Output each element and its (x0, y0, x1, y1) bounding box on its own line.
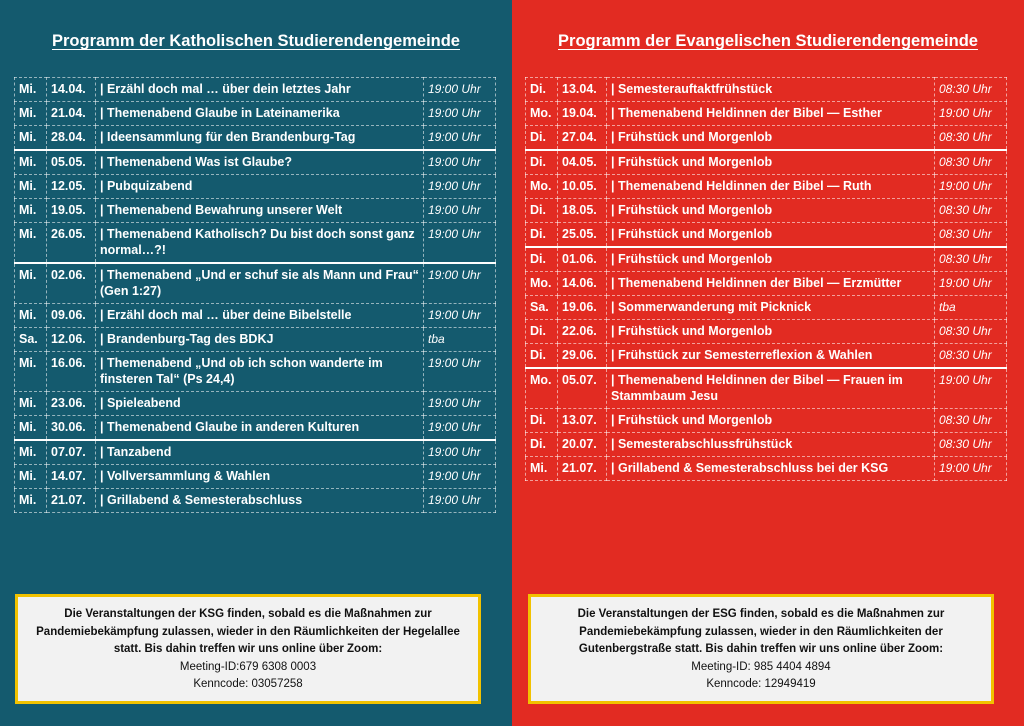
weekday-cell: Di. (526, 223, 558, 248)
time-cell: 19:00 Uhr (935, 175, 1007, 199)
schedule-row (15, 416, 496, 441)
event-title-cell: | Frühstück und Morgenlob (607, 223, 935, 248)
date-cell: 22.06. (558, 320, 607, 344)
schedule-row (15, 489, 496, 513)
date-cell: 19.05. (47, 199, 96, 223)
time-cell: 19:00 Uhr (424, 352, 496, 392)
time-cell: 19:00 Uhr (424, 392, 496, 416)
date-cell: 05.05. (47, 150, 96, 175)
time-cell: 19:00 Uhr (424, 126, 496, 151)
time-cell: 19:00 Uhr (424, 465, 496, 489)
time-cell: 19:00 Uhr (935, 102, 1007, 126)
weekday-cell: Mi. (15, 199, 47, 223)
schedule-row (526, 409, 1007, 433)
schedule-row (15, 223, 496, 264)
date-cell: 04.05. (558, 150, 607, 175)
ksg-info-text: Die Veranstaltungen der KSG finden, sobald es die Maßnahmen zur Pandemiebekämpfung zulassen, wieder in den Räumlichkeiten der Hegelallee statt. Bis dahin treffen wir uns online über Zoom: (36, 608, 460, 655)
schedule-row (15, 199, 496, 223)
time-cell: 19:00 Uhr (424, 416, 496, 441)
time-cell: 08:30 Uhr (935, 78, 1007, 102)
date-cell: 16.06. (47, 352, 96, 392)
schedule-row (15, 392, 496, 416)
event-title-cell: | Erzähl doch mal … über dein letztes Jahr (96, 78, 424, 102)
weekday-cell: Di. (526, 344, 558, 369)
time-cell: 19:00 Uhr (424, 263, 496, 304)
schedule-row (15, 440, 496, 465)
event-title-cell: | Ideensammlung für den Brandenburg-Tag (96, 126, 424, 151)
weekday-cell: Mi. (15, 392, 47, 416)
schedule-row (526, 175, 1007, 199)
time-cell: 08:30 Uhr (935, 320, 1007, 344)
weekday-cell: Mi. (15, 440, 47, 465)
date-cell: 23.06. (47, 392, 96, 416)
event-title-cell: | Semesterauftaktfrühstück (607, 78, 935, 102)
schedule-row (15, 150, 496, 175)
date-cell: 12.06. (47, 328, 96, 352)
date-cell: 09.06. (47, 304, 96, 328)
weekday-cell: Mi. (15, 126, 47, 151)
time-cell: 19:00 Uhr (424, 78, 496, 102)
schedule-row (15, 175, 496, 199)
time-cell: 19:00 Uhr (424, 102, 496, 126)
weekday-cell: Mi. (526, 457, 558, 481)
weekday-cell: Di. (526, 150, 558, 175)
date-cell: 20.07. (558, 433, 607, 457)
schedule-row (526, 199, 1007, 223)
schedule-row (526, 78, 1007, 102)
date-cell: 13.04. (558, 78, 607, 102)
date-cell: 05.07. (558, 368, 607, 409)
date-cell: 27.04. (558, 126, 607, 151)
weekday-cell: Sa. (15, 328, 47, 352)
time-cell: 19:00 Uhr (424, 440, 496, 465)
event-title-cell: | Themenabend Heldinnen der Bibel — Esther (607, 102, 935, 126)
schedule-row (15, 352, 496, 392)
event-title-cell: | Spieleabend (96, 392, 424, 416)
date-cell: 25.05. (558, 223, 607, 248)
event-title-cell: | Semesterabschlussfrühstück (607, 433, 935, 457)
date-cell: 02.06. (47, 263, 96, 304)
event-title-cell: | Erzähl doch mal … über deine Bibelstelle (96, 304, 424, 328)
esg-info-box (528, 594, 994, 704)
date-cell: 14.06. (558, 272, 607, 296)
event-title-cell: | Themenabend „Und ob ich schon wanderte im finsteren Tal“ (Ps 24,4) (96, 352, 424, 392)
weekday-cell: Mi. (15, 150, 47, 175)
event-title-cell: | Themenabend Glaube in anderen Kulturen (96, 416, 424, 441)
date-cell: 30.06. (47, 416, 96, 441)
event-title-cell: | Grillabend & Semesterabschluss bei der KSG (607, 457, 935, 481)
schedule-row (526, 126, 1007, 151)
esg-passcode: Kenncode: 12949419 (706, 678, 816, 690)
schedule-row (526, 296, 1007, 320)
weekday-cell: Mi. (15, 78, 47, 102)
date-cell: 21.07. (558, 457, 607, 481)
esg-meeting-id: Meeting-ID: 985 4404 4894 (691, 660, 831, 673)
event-title-cell: | Themenabend Heldinnen der Bibel — Erzmütter (607, 272, 935, 296)
schedule-row (15, 78, 496, 102)
event-title-cell: | Frühstück und Morgenlob (607, 320, 935, 344)
event-title-cell: | Frühstück und Morgenlob (607, 126, 935, 151)
event-title-cell: | Themenabend Glaube in Lateinamerika (96, 102, 424, 126)
time-cell: 08:30 Uhr (935, 409, 1007, 433)
schedule-row (526, 247, 1007, 272)
date-cell: 14.04. (47, 78, 96, 102)
schedule-row (526, 102, 1007, 126)
event-title-cell: | Frühstück und Morgenlob (607, 199, 935, 223)
weekday-cell: Sa. (526, 296, 558, 320)
ksg-title: Programm der Katholischen Studierendengemeinde (51, 32, 460, 50)
date-cell: 19.06. (558, 296, 607, 320)
weekday-cell: Di. (526, 247, 558, 272)
event-title-cell: | Pubquizabend (96, 175, 424, 199)
schedule-row (526, 368, 1007, 409)
time-cell: 19:00 Uhr (935, 272, 1007, 296)
time-cell: 19:00 Uhr (424, 199, 496, 223)
time-cell: 08:30 Uhr (935, 223, 1007, 248)
ksg-passcode: Kenncode: 03057258 (193, 678, 303, 690)
time-cell: 08:30 Uhr (935, 344, 1007, 369)
time-cell: 19:00 Uhr (424, 489, 496, 513)
weekday-cell: Mo. (526, 272, 558, 296)
event-title-cell: | Frühstück und Morgenlob (607, 409, 935, 433)
time-cell: 08:30 Uhr (935, 433, 1007, 457)
event-title-cell: | Frühstück und Morgenlob (607, 247, 935, 272)
event-title-cell: | Sommerwanderung mit Picknick (607, 296, 935, 320)
event-title-cell: | Vollversammlung & Wahlen (96, 465, 424, 489)
weekday-cell: Mi. (15, 175, 47, 199)
weekday-cell: Mo. (526, 102, 558, 126)
date-cell: 19.04. (558, 102, 607, 126)
weekday-cell: Di. (526, 409, 558, 433)
time-cell: 19:00 Uhr (424, 150, 496, 175)
time-cell: 08:30 Uhr (935, 150, 1007, 175)
time-cell: 19:00 Uhr (424, 175, 496, 199)
date-cell: 14.07. (47, 465, 96, 489)
weekday-cell: Di. (526, 126, 558, 151)
event-title-cell: | Themenabend Bewahrung unserer Welt (96, 199, 424, 223)
event-title-cell: | Grillabend & Semesterabschluss (96, 489, 424, 513)
event-title-cell: | Frühstück und Morgenlob (607, 150, 935, 175)
esg-schedule-body (526, 78, 1007, 481)
date-cell: 10.05. (558, 175, 607, 199)
event-title-cell: | Frühstück zur Semesterreflexion & Wahlen (607, 344, 935, 369)
schedule-row (15, 126, 496, 151)
schedule-row (526, 150, 1007, 175)
weekday-cell: Di. (526, 320, 558, 344)
schedule-row (526, 272, 1007, 296)
event-title-cell: | Themenabend Was ist Glaube? (96, 150, 424, 175)
weekday-cell: Mi. (15, 223, 47, 264)
date-cell: 01.06. (558, 247, 607, 272)
weekday-cell: Mi. (15, 352, 47, 392)
weekday-cell: Mi. (15, 102, 47, 126)
weekday-cell: Di. (526, 433, 558, 457)
time-cell: 08:30 Uhr (935, 126, 1007, 151)
weekday-cell: Mi. (15, 465, 47, 489)
event-title-cell: | Brandenburg-Tag des BDKJ (96, 328, 424, 352)
event-title-cell: | Themenabend Heldinnen der Bibel — Frauen im Stammbaum Jesu (607, 368, 935, 409)
schedule-row (526, 433, 1007, 457)
event-title-cell: | Themenabend „Und er schuf sie als Mann und Frau“ (Gen 1:27) (96, 263, 424, 304)
esg-panel (512, 0, 1024, 726)
date-cell: 13.07. (558, 409, 607, 433)
schedule-row (15, 263, 496, 304)
time-cell: 19:00 Uhr (424, 223, 496, 264)
time-cell: tba (424, 328, 496, 352)
esg-schedule-table (525, 77, 1007, 481)
event-title-cell: | Tanzabend (96, 440, 424, 465)
weekday-cell: Mo. (526, 368, 558, 409)
schedule-row (15, 304, 496, 328)
time-cell: 19:00 Uhr (424, 304, 496, 328)
event-title-cell: | Themenabend Heldinnen der Bibel — Ruth (607, 175, 935, 199)
schedule-row (526, 320, 1007, 344)
schedule-row (526, 344, 1007, 369)
weekday-cell: Mi. (15, 416, 47, 441)
time-cell: tba (935, 296, 1007, 320)
date-cell: 21.04. (47, 102, 96, 126)
time-cell: 19:00 Uhr (935, 368, 1007, 409)
esg-title: Programm der Evangelischen Studierendengemeinde (558, 32, 978, 50)
date-cell: 21.07. (47, 489, 96, 513)
ksg-schedule-table (14, 77, 496, 513)
date-cell: 12.05. (47, 175, 96, 199)
date-cell: 18.05. (558, 199, 607, 223)
ksg-schedule-body (15, 78, 496, 513)
time-cell: 19:00 Uhr (935, 457, 1007, 481)
schedule-row (526, 457, 1007, 481)
ksg-meeting-id: Meeting-ID:679 6308 0003 (179, 660, 317, 673)
date-cell: 28.04. (47, 126, 96, 151)
date-cell: 29.06. (558, 344, 607, 369)
date-cell: 26.05. (47, 223, 96, 264)
weekday-cell: Mi. (15, 489, 47, 513)
time-cell: 08:30 Uhr (935, 199, 1007, 223)
event-title-cell: | Themenabend Katholisch? Du bist doch sonst ganz normal…?! (96, 223, 424, 264)
weekday-cell: Di. (526, 78, 558, 102)
schedule-row (526, 223, 1007, 248)
weekday-cell: Mo. (526, 175, 558, 199)
schedule-row (15, 328, 496, 352)
weekday-cell: Di. (526, 199, 558, 223)
date-cell: 07.07. (47, 440, 96, 465)
weekday-cell: Mi. (15, 263, 47, 304)
time-cell: 08:30 Uhr (935, 247, 1007, 272)
esg-info-text: Die Veranstaltungen der ESG finden, sobald es die Maßnahmen zur Pandemiebekämpfung zulassen, wieder in den Räumlichkeiten der Gutenbergstraße statt. Bis dahin treffen wir uns online über Zoom: (577, 608, 945, 655)
schedule-row (15, 465, 496, 489)
ksg-info-box (15, 594, 481, 704)
schedule-row (15, 102, 496, 126)
weekday-cell: Mi. (15, 304, 47, 328)
